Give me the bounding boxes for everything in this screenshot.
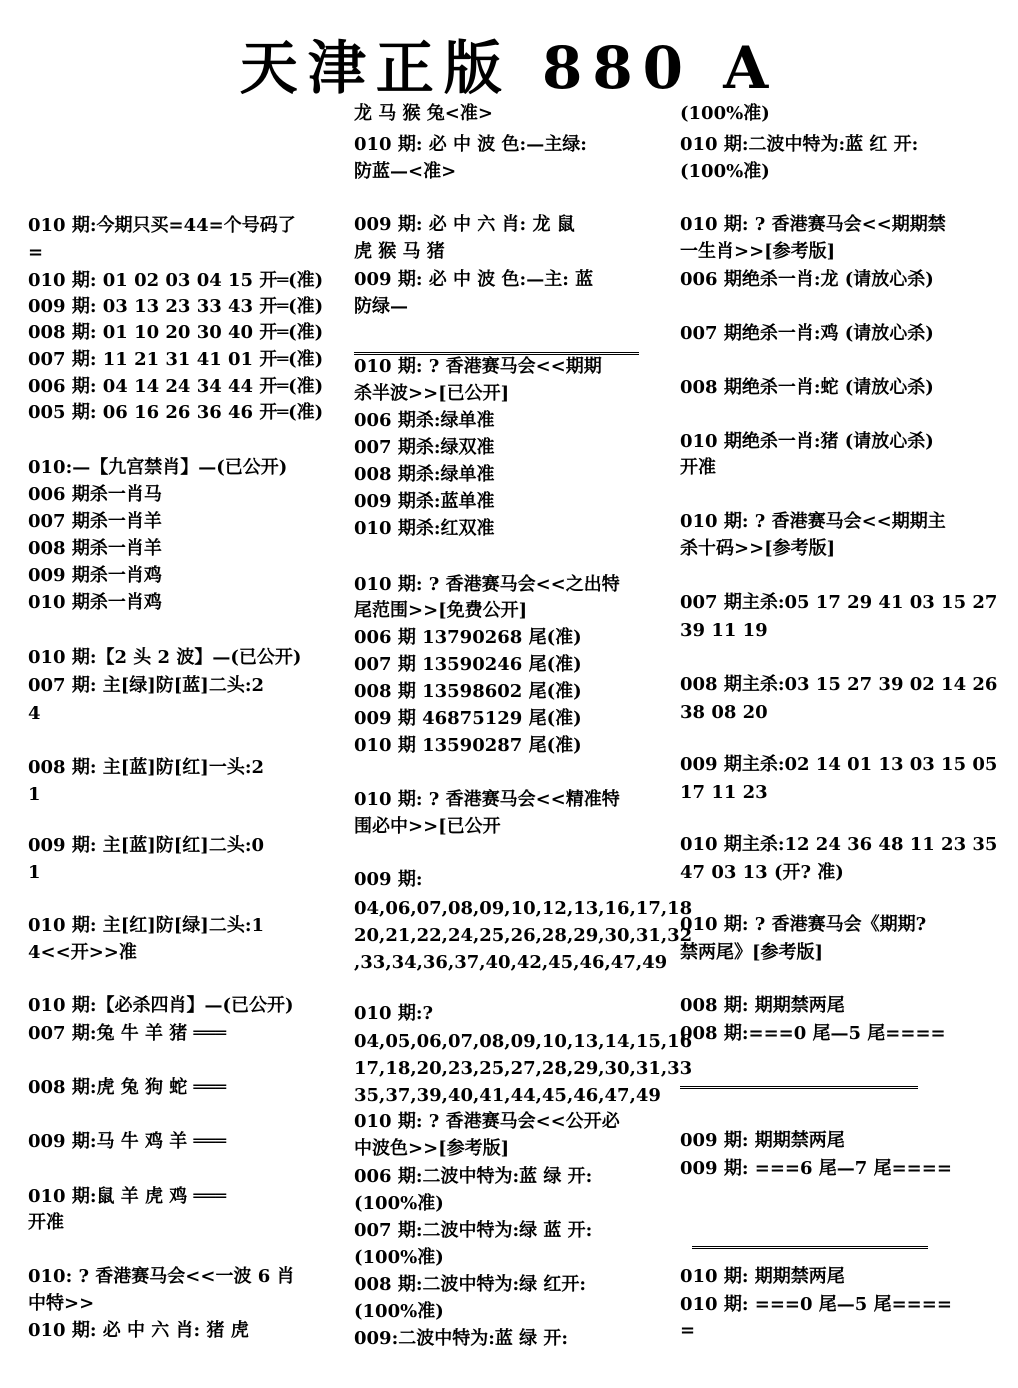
text-line: 17,18,20,23,25,27,28,29,30,31,33	[354, 1058, 693, 1079]
text-line: 010 期: ===0 尾—5 尾====	[680, 1294, 952, 1315]
text-line: 010 期绝杀一肖:猪 (请放心杀)	[680, 431, 934, 452]
text-line: 010 期: ? 香港赛马会<<之出特	[354, 574, 620, 595]
text-line: 010 期: ? 香港赛马会<<期期主	[680, 511, 946, 532]
page-title: 天津正版 880 A	[239, 34, 779, 102]
text-line: 005 期: 06 16 26 36 46 开═(准)	[28, 402, 324, 423]
text-line: 006 期绝杀一肖:龙 (请放心杀)	[680, 269, 934, 290]
text-line: 47 03 13 (开? 准)	[680, 862, 844, 883]
text-line: 杀十码>>[参考版]	[680, 538, 836, 559]
text-line: 008 期:===0 尾—5 尾====	[680, 1023, 946, 1044]
text-line: 龙 马 猴 兔<准>	[354, 103, 493, 124]
text-line: 009:二波中特为:蓝 绿 开:	[354, 1328, 569, 1349]
text-line: =	[28, 242, 44, 263]
text-line: 中特>>	[28, 1293, 95, 1314]
text-line: ,33,34,36,37,40,42,45,46,47,49	[354, 952, 668, 973]
text-line: 008 期: 期期禁两尾	[680, 995, 845, 1016]
text-line: 010 期 13590287 尾(准)	[354, 735, 582, 756]
text-line: 010 期: ? 香港赛马会《期期?	[680, 914, 927, 935]
text-line: 010 期: ? 香港赛马会<<期期禁	[680, 214, 946, 235]
text-line: 009 期:马 牛 鸡 羊 ═══	[28, 1131, 227, 1152]
text-line: 防蓝—<准>	[354, 161, 457, 182]
text-line: 04,06,07,08,09,10,12,13,16,17,18	[354, 898, 693, 919]
text-line: 006 期杀一肖马	[28, 484, 162, 505]
text-line: 1	[28, 784, 41, 805]
text-line: 010 期: 期期禁两尾	[680, 1266, 845, 1287]
text-line: 009 期: 主[蓝]防[红]二头:0	[28, 835, 264, 856]
text-line: 006 期 13790268 尾(准)	[354, 627, 582, 648]
text-line: 010 期: ? 香港赛马会<<期期	[354, 356, 602, 377]
text-line: 006 期:二波中特为:蓝 绿 开:	[354, 1166, 593, 1187]
text-line: 4	[28, 703, 41, 724]
text-line: 010 期:【2 头 2 波】—(已公开)	[28, 647, 302, 668]
text-line: 010 期杀:红双准	[354, 518, 495, 539]
text-line: 虎 猴 马 猪	[354, 241, 445, 262]
text-line: 007 期杀一肖羊	[28, 511, 162, 532]
text-line: 尾范围>>[免费公开]	[354, 600, 528, 621]
text-line: 007 期主杀:05 17 29 41 03 15 27	[680, 592, 998, 613]
text-line: 38 08 20	[680, 702, 768, 723]
text-line: 010 期: 必 中 六 肖: 猪 虎	[28, 1320, 249, 1341]
text-line: 20,21,22,24,25,26,28,29,30,31,32	[354, 925, 693, 946]
text-line: 4<<开>>准	[28, 942, 137, 963]
text-line: 008 期杀一肖羊	[28, 538, 162, 559]
text-line: 007 期:二波中特为:绿 蓝 开:	[354, 1220, 593, 1241]
text-line: 010:—【九宫禁肖】—(已公开)	[28, 457, 288, 478]
text-line: 007 期: 主[绿]防[蓝]二头:2	[28, 675, 264, 696]
text-line: 009 期主杀:02 14 01 13 03 15 05	[680, 754, 998, 775]
text-line: (100%准)	[354, 1193, 444, 1214]
text-line: 008 期: 01 10 20 30 40 开═(准)	[28, 322, 324, 343]
text-line: 008 期绝杀一肖:蛇 (请放心杀)	[680, 377, 934, 398]
text-line: 禁两尾》[参考版]	[680, 942, 824, 963]
text-line: 010: ? 香港赛马会<<一波 6 肖	[28, 1266, 295, 1287]
text-line: 010 期:鼠 羊 虎 鸡 ═══	[28, 1186, 227, 1207]
text-line: 009 期: ===6 尾—7 尾====	[680, 1158, 952, 1179]
text-line: 007 期杀:绿双准	[354, 437, 495, 458]
text-line: 010 期:?	[354, 1003, 434, 1024]
text-line: 007 期 13590246 尾(准)	[354, 654, 582, 675]
text-line: 一生肖>>[参考版]	[680, 241, 836, 262]
text-line: 围必中>>[已公开	[354, 816, 501, 837]
text-line: 006 期: 04 14 24 34 44 开═(准)	[28, 376, 324, 397]
text-line: 008 期 13598602 尾(准)	[354, 681, 582, 702]
text-line: 1	[28, 862, 41, 883]
text-line: 006 期杀:绿单准	[354, 410, 495, 431]
text-line: 杀半波>>[已公开]	[354, 383, 510, 404]
text-line: 010 期: 主[红]防[绿]二头:1	[28, 915, 264, 936]
text-line: 009 期: 必 中 六 肖: 龙 鼠	[354, 214, 575, 235]
text-line: 17 11 23	[680, 782, 768, 803]
text-line: 开准	[28, 1212, 64, 1233]
text-line: 008 期杀:绿单准	[354, 464, 495, 485]
text-line: 009 期:	[354, 869, 423, 890]
text-line: 007 期: 11 21 31 41 01 开═(准)	[28, 349, 324, 370]
separator-rule	[680, 1086, 918, 1089]
text-line: 010 期杀一肖鸡	[28, 592, 162, 613]
text-line: (100%准)	[354, 1247, 444, 1268]
text-line: 010 期: 01 02 03 04 15 开═(准)	[28, 270, 324, 291]
text-line: 008 期:二波中特为:绿 红开:	[354, 1274, 587, 1295]
text-line: 04,05,06,07,08,09,10,13,14,15,16	[354, 1031, 693, 1052]
text-line: =	[680, 1320, 696, 1341]
text-line: (100%准)	[680, 161, 770, 182]
text-line: 010 期主杀:12 24 36 48 11 23 35	[680, 834, 998, 855]
separator-rule	[692, 1246, 928, 1249]
separator-rule	[354, 352, 639, 355]
text-line: 009 期 46875129 尾(准)	[354, 708, 582, 729]
text-line: 007 期绝杀一肖:鸡 (请放心杀)	[680, 323, 934, 344]
text-line: 009 期杀一肖鸡	[28, 565, 162, 586]
text-line: 010 期:【必杀四肖】—(已公开)	[28, 995, 294, 1016]
text-line: 开准	[680, 457, 716, 478]
text-line: 010 期: 必 中 波 色:—主绿:	[354, 134, 587, 155]
text-line: 010 期:二波中特为:蓝 红 开:	[680, 134, 919, 155]
text-line: 009 期: 期期禁两尾	[680, 1130, 845, 1151]
text-line: 008 期主杀:03 15 27 39 02 14 26	[680, 674, 998, 695]
text-line: (100%准)	[680, 103, 770, 124]
text-line: 008 期: 主[蓝]防[红]一头:2	[28, 757, 264, 778]
text-line: 009 期杀:蓝单准	[354, 491, 495, 512]
text-line: 39 11 19	[680, 620, 768, 641]
text-line: 008 期:虎 兔 狗 蛇 ═══	[28, 1077, 227, 1098]
text-line: 009 期: 03 13 23 33 43 开═(准)	[28, 296, 324, 317]
text-line: 防绿—	[354, 296, 408, 317]
text-line: 中波色>>[参考版]	[354, 1138, 510, 1159]
text-line: 35,37,39,40,41,44,45,46,47,49	[354, 1085, 661, 1106]
text-line: 009 期: 必 中 波 色:—主: 蓝	[354, 269, 594, 290]
text-line: 010 期: ? 香港赛马会<<公开必	[354, 1111, 620, 1132]
text-line: (100%准)	[354, 1301, 444, 1322]
text-line: 010 期:今期只买=44=个号码了	[28, 215, 296, 236]
text-line: 010 期: ? 香港赛马会<<精准特	[354, 789, 620, 810]
text-line: 007 期:兔 牛 羊 猪 ═══	[28, 1023, 227, 1044]
